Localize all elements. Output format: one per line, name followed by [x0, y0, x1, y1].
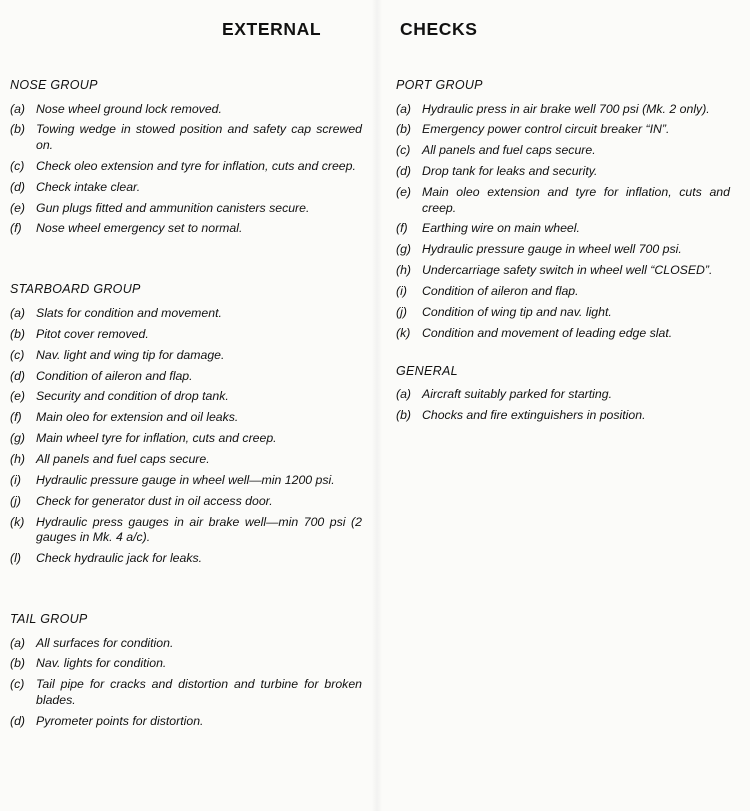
checklist-item	[396, 242, 730, 258]
page-title-right: CHECKS	[400, 19, 478, 39]
checklist-item	[10, 636, 362, 652]
item-text: Nose wheel emergency set to normal.	[36, 221, 243, 236]
group-heading: PORT GROUP	[396, 78, 483, 92]
item-label: (d)	[10, 368, 26, 383]
item-label: (h)	[396, 263, 412, 278]
item-text: Hydraulic press gauges in air brake well—min 700 psi (2 gauges in Mk. 4 a/c).	[36, 514, 362, 545]
item-text: Condition of aileron and flap.	[36, 368, 193, 383]
item-label: (b)	[10, 122, 26, 137]
item-text: Condition of aileron and flap.	[422, 284, 579, 299]
checklist-item	[396, 326, 730, 342]
item-text: Check intake clear.	[36, 179, 141, 194]
item-label: (h)	[10, 452, 26, 467]
item-text: Drop tank for leaks and security.	[422, 164, 598, 179]
checklist-item	[10, 221, 362, 237]
checklist-item	[10, 348, 362, 364]
item-text: Emergency power control circuit breaker “IN”.	[422, 122, 670, 137]
item-text: Nose wheel ground lock removed.	[36, 101, 222, 116]
item-label: (f)	[10, 410, 22, 425]
checklist-item	[10, 515, 362, 546]
checklist-item	[396, 185, 730, 216]
item-text: Main oleo extension and tyre for inflation, cuts and creep.	[422, 185, 730, 215]
item-text: All surfaces for condition.	[36, 635, 174, 650]
checklist-item	[10, 180, 362, 196]
item-label: (c)	[396, 143, 411, 158]
item-label: (g)	[10, 431, 26, 446]
item-text: Earthing wire on main wheel.	[422, 221, 580, 236]
item-label: (b)	[10, 656, 26, 671]
item-label: (g)	[396, 242, 412, 257]
checklist-item	[10, 714, 362, 730]
checklist-item	[396, 221, 730, 237]
item-label: (i)	[396, 284, 407, 299]
checklist-item	[396, 284, 730, 300]
item-text: Hydraulic pressure gauge in wheel well—min 1200 psi.	[36, 472, 335, 487]
item-text: Hydraulic pressure gauge in wheel well 700 psi.	[422, 242, 682, 257]
spacer	[10, 242, 362, 282]
item-text: Chocks and fire extinguishers in position.	[422, 408, 646, 423]
item-label: (k)	[396, 325, 411, 340]
item-label: (e)	[396, 185, 412, 200]
item-text: Nav. light and wing tip for damage.	[36, 347, 225, 362]
item-text: Check oleo extension and tyre for inflation, cuts and creep.	[36, 158, 356, 173]
item-label: (d)	[396, 164, 412, 179]
item-label: (a)	[396, 387, 412, 402]
item-text: Towing wedge in stowed position and safety cap screwed on.	[36, 122, 362, 152]
item-label: (e)	[10, 200, 26, 215]
checklist-item	[10, 677, 362, 708]
item-text: All panels and fuel caps secure.	[36, 452, 210, 467]
item-label: (b)	[10, 326, 26, 341]
group-heading: TAIL GROUP	[10, 612, 88, 627]
checklist-item	[396, 102, 730, 118]
item-text: Condition and movement of leading edge slat.	[422, 325, 673, 340]
item-label: (d)	[10, 179, 26, 194]
checklist-item	[10, 159, 362, 175]
item-label: (l)	[10, 551, 21, 566]
item-text: Check hydraulic jack for leaks.	[36, 551, 203, 566]
right-column	[396, 78, 730, 429]
checklist-item	[10, 551, 362, 567]
item-label: (f)	[396, 221, 408, 236]
checklist-item	[396, 387, 730, 403]
item-label: (b)	[396, 408, 412, 423]
checklist-item	[10, 389, 362, 405]
checklist-item	[10, 494, 362, 510]
checklist-item	[396, 164, 730, 180]
page-fold	[372, 0, 382, 811]
item-text: Undercarriage safety switch in wheel well “CLOSED”.	[422, 263, 713, 278]
checklist-item	[10, 473, 362, 489]
spacer	[10, 572, 362, 612]
item-text: Main oleo for extension and oil leaks.	[36, 410, 239, 425]
item-text: Slats for condition and movement.	[36, 305, 222, 320]
checklist-item	[396, 263, 730, 279]
item-text: Security and condition of drop tank.	[36, 389, 229, 404]
checklist-item	[396, 408, 730, 424]
item-text: Nav. lights for condition.	[36, 656, 167, 671]
page-title-left: EXTERNAL	[222, 19, 322, 39]
item-text: Pitot cover removed.	[36, 326, 149, 341]
item-label: (a)	[10, 305, 26, 320]
item-label: (a)	[396, 101, 412, 116]
item-text: Condition of wing tip and nav. light.	[422, 305, 612, 320]
item-label: (c)	[10, 158, 25, 173]
item-text: Pyrometer points for distortion.	[36, 713, 204, 728]
item-label: (i)	[10, 472, 21, 487]
checklist-item	[10, 122, 362, 153]
item-text: Check for generator dust in oil access door.	[36, 493, 273, 508]
item-text: Hydraulic press in air brake well 700 psi (Mk. 2 only).	[422, 101, 710, 116]
checklist-item	[10, 369, 362, 385]
item-label: (k)	[10, 514, 25, 529]
item-label: (a)	[10, 101, 26, 116]
general-group	[396, 364, 730, 424]
checklist-item	[10, 656, 362, 672]
item-label: (c)	[10, 677, 25, 692]
checklist-item	[10, 306, 362, 322]
item-label: (j)	[396, 305, 407, 320]
checklist-item	[10, 201, 362, 217]
item-label: (f)	[10, 221, 22, 236]
item-label: (d)	[10, 713, 26, 728]
item-label: (b)	[396, 122, 412, 137]
left-column	[10, 78, 362, 735]
checklist-item	[396, 305, 730, 321]
item-text: All panels and fuel caps secure.	[422, 143, 596, 158]
item-label: (a)	[10, 635, 26, 650]
port-group	[396, 78, 730, 341]
item-text: Tail pipe for cracks and distortion and turbine for broken blades.	[36, 677, 362, 707]
checklist-item	[396, 122, 730, 138]
group-heading: NOSE GROUP	[10, 78, 98, 92]
starboard-group	[10, 282, 362, 566]
item-text: Gun plugs fitted and ammunition canisters secure.	[36, 200, 310, 215]
item-label: (c)	[10, 347, 25, 362]
checklist-item	[396, 143, 730, 159]
item-text: Aircraft suitably parked for starting.	[422, 387, 612, 402]
checklist-item	[10, 410, 362, 426]
checklist-item	[10, 431, 362, 447]
spacer	[396, 347, 730, 364]
item-label: (e)	[10, 389, 26, 404]
tail-group	[10, 612, 362, 729]
item-label: (j)	[10, 493, 21, 508]
checklist-item	[10, 327, 362, 343]
checklist-item	[10, 102, 362, 118]
checklist-item	[10, 452, 362, 468]
group-heading: GENERAL	[396, 363, 458, 378]
group-heading: STARBOARD GROUP	[10, 282, 141, 297]
nose-group	[10, 78, 362, 237]
item-text: Main wheel tyre for inflation, cuts and creep.	[36, 431, 277, 446]
